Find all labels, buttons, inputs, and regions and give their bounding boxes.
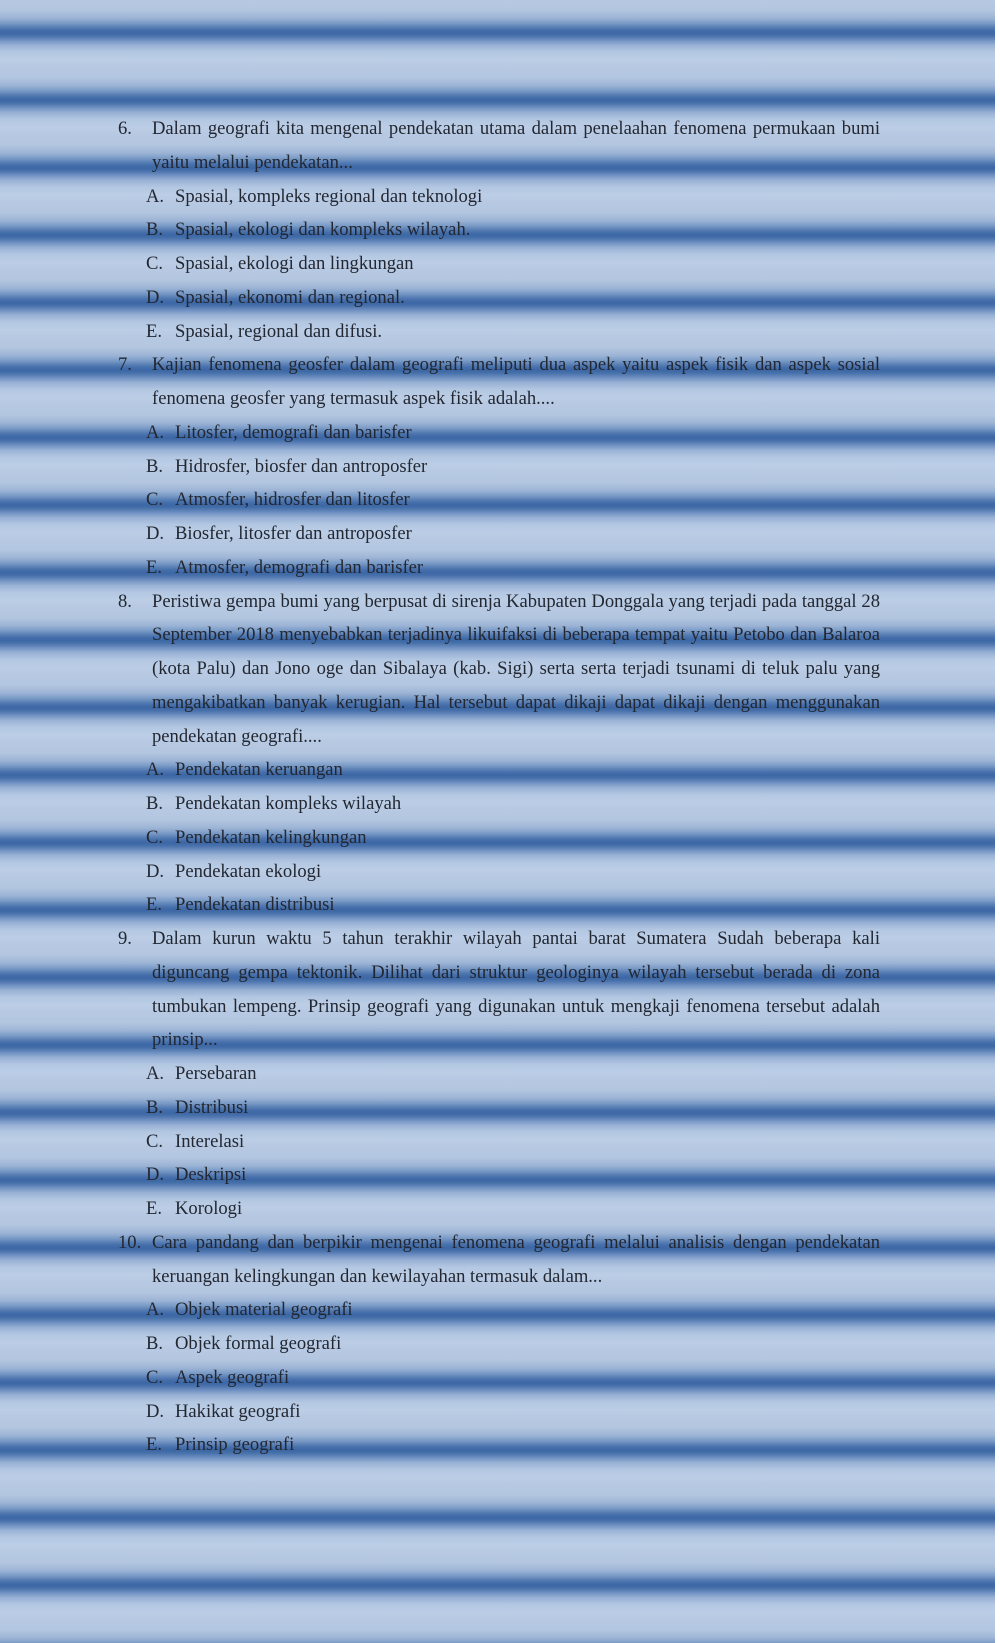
option-text: Hakikat geografi xyxy=(175,1400,301,1422)
question-stem xyxy=(118,1226,880,1294)
option-text: Pendekatan keruangan xyxy=(175,759,343,781)
answer-option-c xyxy=(146,1361,880,1395)
question-stem xyxy=(118,112,880,180)
answer-option-d xyxy=(146,517,880,551)
answer-option-e xyxy=(146,551,880,585)
answer-option-b xyxy=(146,787,880,821)
question-number: 9. xyxy=(118,928,132,949)
question-text: Dalam geografi kita mengenal pendekatan utama dalam penelaahan fenomena permukaan bumi yaitu melalui pendekatan... xyxy=(152,118,880,173)
option-label: A. xyxy=(146,185,165,207)
answer-option-d xyxy=(146,1158,880,1192)
option-label: C. xyxy=(146,489,164,511)
question-number: 10. xyxy=(118,1231,142,1253)
answer-option-c xyxy=(146,821,880,855)
answer-option-e xyxy=(146,1192,880,1226)
answer-options xyxy=(118,753,880,922)
option-text: Pendekatan kelingkungan xyxy=(175,826,367,848)
option-label: C. xyxy=(146,826,164,848)
option-label: D. xyxy=(146,523,165,544)
option-label: D. xyxy=(146,860,165,882)
option-text: Pendekatan kompleks wilayah xyxy=(175,793,402,814)
option-text: Spasial, kompleks regional dan teknologi xyxy=(175,185,483,207)
answer-option-c xyxy=(146,483,880,517)
question-stem xyxy=(118,348,880,416)
answer-options xyxy=(118,180,880,349)
option-text: Spasial, regional dan difusi. xyxy=(175,320,383,342)
option-label: B. xyxy=(146,455,164,477)
option-label: E. xyxy=(146,556,163,578)
option-label: C. xyxy=(146,253,164,274)
answer-option-e xyxy=(146,315,880,349)
question-text: Cara pandang dan berpikir mengenai fenomena geografi melalui analisis dengan pendekatan keruangan kelingkungan dan kewilayahan termasuk dalam... xyxy=(152,1231,880,1287)
question-text: Peristiwa gempa bumi yang berpusat di sirenja Kabupaten Donggala yang terjadi pada tanggal 28 September 2018 menyebabkan terjadinya likuifaksi di beberapa tempat yaitu Petobo dan Balaroa (kota Palu) dan Jono oge dan Sibalaya (kab. Sigi) serta serta terjadi tsunami di teluk palu yang mengakibatkan banyak kerugian. Hal tersebut dapat dikaji dapat dikaji dengan menggunakan pendekatan geografi.... xyxy=(152,590,880,747)
answer-option-a xyxy=(146,753,880,787)
answer-option-e xyxy=(146,1428,880,1462)
question-text: Dalam kurun waktu 5 tahun terakhir wilayah pantai barat Sumatera Sudah beberapa kali diguncang gempa tektonik. Dilihat dari struktur geologinya wilayah tersebut berada di zona tumbukan lempeng. Prinsip geografi yang digunakan untuk mengkaji fenomena tersebut adalah prinsip... xyxy=(152,928,880,1051)
question-8 xyxy=(118,585,880,923)
option-label: D. xyxy=(146,1164,165,1186)
answer-option-e xyxy=(146,888,880,922)
option-label: B. xyxy=(146,219,164,241)
answer-option-a xyxy=(146,416,880,450)
option-text: Interelasi xyxy=(175,1130,245,1152)
answer-option-d xyxy=(146,855,880,889)
answer-option-b xyxy=(146,213,880,247)
option-label: A. xyxy=(146,1299,165,1321)
option-label: B. xyxy=(146,1096,164,1118)
answer-option-d xyxy=(146,1395,880,1429)
question-number: 6. xyxy=(118,118,132,139)
question-number: 7. xyxy=(118,354,132,376)
option-text: Persebaran xyxy=(175,1063,257,1084)
option-text: Distribusi xyxy=(175,1096,249,1118)
answer-options xyxy=(118,416,880,585)
option-text: Spasial, ekonomi dan regional. xyxy=(175,286,405,308)
answer-option-c xyxy=(146,1125,880,1159)
question-10 xyxy=(118,1226,880,1462)
option-text: Aspek geografi xyxy=(175,1366,290,1388)
answer-option-b xyxy=(146,450,880,484)
question-7 xyxy=(118,348,880,584)
answer-option-b xyxy=(146,1091,880,1125)
answer-option-a xyxy=(146,1293,880,1327)
question-stem xyxy=(118,922,880,1057)
option-label: B. xyxy=(146,1333,164,1354)
question-list xyxy=(118,112,880,1462)
option-label: E. xyxy=(146,320,163,342)
option-text: Atmosfer, demografi dan barisfer xyxy=(175,556,424,578)
option-text: Objek material geografi xyxy=(175,1299,353,1321)
option-text: Spasial, ekologi dan kompleks wilayah. xyxy=(175,219,471,241)
option-text: Objek formal geografi xyxy=(175,1333,342,1354)
option-label: D. xyxy=(146,286,165,308)
option-label: E. xyxy=(146,1434,163,1456)
answer-option-c xyxy=(146,247,880,281)
option-text: Pendekatan ekologi xyxy=(175,860,322,882)
answer-option-a xyxy=(146,1057,880,1091)
question-stem xyxy=(118,585,880,754)
answer-options xyxy=(118,1293,880,1462)
answer-option-b xyxy=(146,1327,880,1361)
answer-options xyxy=(118,1057,880,1226)
option-label: C. xyxy=(146,1366,164,1388)
question-number: 8. xyxy=(118,590,132,612)
option-text: Prinsip geografi xyxy=(175,1434,295,1456)
option-text: Korologi xyxy=(175,1198,243,1219)
option-text: Litosfer, demografi dan barisfer xyxy=(175,421,412,443)
answer-option-a xyxy=(146,180,880,214)
option-text: Atmosfer, hidrosfer dan litosfer xyxy=(175,489,410,511)
option-label: E. xyxy=(146,1198,163,1219)
question-text: Kajian fenomena geosfer dalam geografi meliputi dua aspek yaitu aspek fisik dan aspek sosial fenomena geosfer yang termasuk aspek fisik adalah.... xyxy=(152,354,880,409)
option-label: D. xyxy=(146,1400,165,1422)
option-label: A. xyxy=(146,421,165,443)
question-9 xyxy=(118,922,880,1226)
answer-option-d xyxy=(146,281,880,315)
option-text: Pendekatan distribusi xyxy=(175,894,335,916)
option-label: B. xyxy=(146,793,164,814)
option-label: A. xyxy=(146,1063,165,1084)
option-label: C. xyxy=(146,1130,164,1152)
option-text: Biosfer, litosfer dan antroposfer xyxy=(175,523,412,544)
option-text: Deskripsi xyxy=(175,1164,247,1186)
option-label: E. xyxy=(146,894,163,916)
question-6 xyxy=(118,112,880,348)
option-label: A. xyxy=(146,759,165,781)
option-text: Hidrosfer, biosfer dan antroposfer xyxy=(175,455,428,477)
option-text: Spasial, ekologi dan lingkungan xyxy=(175,253,414,274)
